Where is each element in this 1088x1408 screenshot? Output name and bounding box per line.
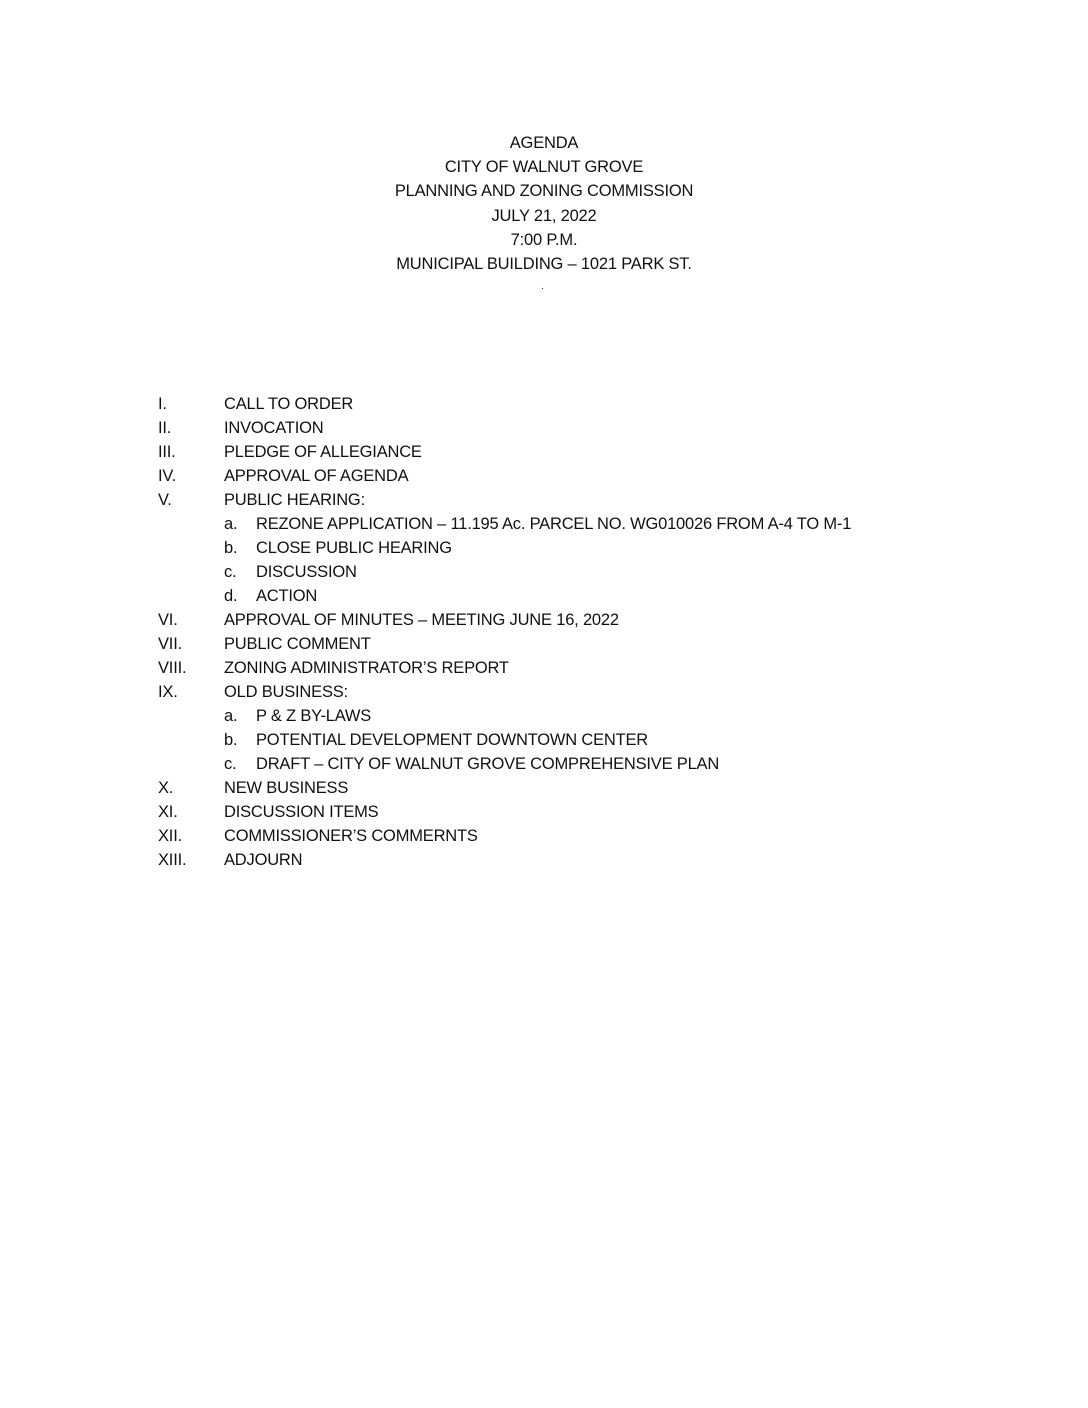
agenda-subitem-text: DRAFT – CITY OF WALNUT GROVE COMPREHENSIVE PLAN bbox=[256, 755, 720, 773]
agenda-item bbox=[0, 464, 1088, 488]
agenda-item-text: ADJOURN bbox=[224, 851, 303, 869]
agenda-item bbox=[0, 488, 1088, 512]
agenda-subitem-letter: a. bbox=[224, 515, 238, 533]
agenda-item-text: PUBLIC COMMENT bbox=[224, 635, 371, 653]
agenda-item-text: COMMISSIONER’S COMMERNTS bbox=[224, 827, 478, 845]
agenda-item-numeral: VII. bbox=[158, 635, 182, 653]
meeting-location: MUNICIPAL BUILDING – 1021 PARK ST. bbox=[396, 254, 692, 273]
agenda-header bbox=[0, 131, 1088, 276]
agenda-item-numeral: IX. bbox=[158, 683, 178, 701]
agenda-subitem-letter: d. bbox=[224, 587, 238, 605]
agenda-subitem bbox=[0, 704, 1088, 728]
agenda-item bbox=[0, 680, 1088, 704]
agenda-item-numeral: X. bbox=[158, 779, 174, 797]
agenda-item bbox=[0, 440, 1088, 464]
agenda-item-numeral: IV. bbox=[158, 467, 177, 485]
agenda-item bbox=[0, 824, 1088, 848]
agenda-item-numeral: VI. bbox=[158, 611, 178, 629]
agenda-item bbox=[0, 416, 1088, 440]
agenda-item bbox=[0, 392, 1088, 416]
agenda-item bbox=[0, 800, 1088, 824]
agenda-subitem-text: ACTION bbox=[256, 587, 318, 605]
agenda-item-numeral: XII. bbox=[158, 827, 182, 845]
agenda-subitem-letter: b. bbox=[224, 539, 238, 557]
agenda-subitem-letter: c. bbox=[224, 755, 237, 773]
agenda-item-numeral: II. bbox=[158, 419, 172, 437]
agenda-list bbox=[0, 392, 1088, 872]
agenda-item-text: PUBLIC HEARING: bbox=[224, 491, 365, 509]
agenda-item-text: ZONING ADMINISTRATOR’S REPORT bbox=[224, 659, 509, 677]
agenda-item-text: NEW BUSINESS bbox=[224, 779, 349, 797]
agenda-subitem-letter: b. bbox=[224, 731, 238, 749]
agenda-subitem bbox=[0, 752, 1088, 776]
agenda-subitem bbox=[0, 512, 1088, 536]
agenda-item-text: APPROVAL OF AGENDA bbox=[224, 467, 409, 485]
document-title: AGENDA bbox=[509, 134, 579, 152]
agenda-item-numeral: III. bbox=[158, 443, 176, 461]
agenda-subitem-text: CLOSE PUBLIC HEARING bbox=[256, 539, 452, 557]
agenda-item bbox=[0, 608, 1088, 632]
agenda-subitem bbox=[0, 584, 1088, 608]
city-name: CITY OF WALNUT GROVE bbox=[444, 158, 644, 177]
agenda-item-text: PLEDGE OF ALLEGIANCE bbox=[224, 443, 422, 461]
agenda-item bbox=[0, 776, 1088, 800]
commission-name: PLANNING AND ZONING COMMISSION bbox=[394, 182, 694, 201]
agenda-item bbox=[0, 848, 1088, 872]
agenda-subitem bbox=[0, 536, 1088, 560]
agenda-subitem-text: REZONE APPLICATION – 11.195 Ac. PARCEL NO. WG010026 FROM A-4 TO M-1 bbox=[256, 515, 852, 533]
agenda-subitem-text: DISCUSSION bbox=[256, 563, 357, 581]
agenda-item-text: APPROVAL OF MINUTES – MEETING JUNE 16, 2022 bbox=[224, 611, 619, 629]
agenda-subitem-text: P & Z BY-LAWS bbox=[256, 707, 372, 725]
agenda-item-numeral: XIII. bbox=[158, 851, 187, 869]
agenda-subitem-text: POTENTIAL DEVELOPMENT DOWNTOWN CENTER bbox=[256, 731, 648, 749]
agenda-subitem bbox=[0, 560, 1088, 584]
agenda-subitem-letter: c. bbox=[224, 563, 237, 581]
meeting-time: 7:00 P.M. bbox=[510, 230, 578, 249]
agenda-subitem-letter: a. bbox=[224, 707, 238, 725]
agenda-subitem bbox=[0, 728, 1088, 752]
agenda-item-numeral: VIII. bbox=[158, 659, 187, 677]
agenda-item-numeral: V. bbox=[158, 491, 172, 509]
agenda-item-text: OLD BUSINESS: bbox=[224, 683, 348, 701]
meeting-date: JULY 21, 2022 bbox=[491, 206, 597, 225]
header-dot: . bbox=[541, 281, 544, 292]
agenda-item-numeral: I. bbox=[158, 395, 167, 413]
agenda-item-numeral: XI. bbox=[158, 803, 178, 821]
agenda-item bbox=[0, 632, 1088, 656]
agenda-item-text: DISCUSSION ITEMS bbox=[224, 803, 379, 821]
agenda-item-text: CALL TO ORDER bbox=[224, 395, 354, 413]
agenda-item bbox=[0, 656, 1088, 680]
agenda-item-text: INVOCATION bbox=[224, 419, 324, 437]
